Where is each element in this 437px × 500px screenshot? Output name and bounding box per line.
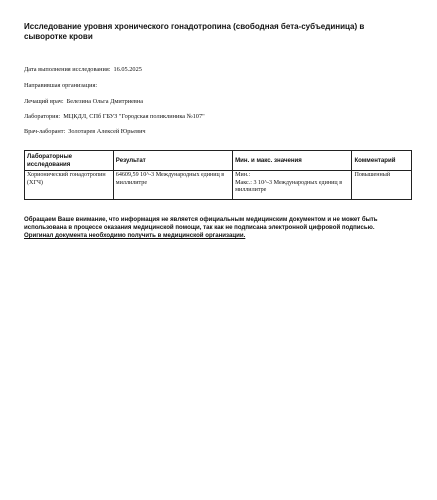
cell-result: 64609,59 10^-3 Международных единиц в миллилитре xyxy=(113,171,232,200)
header-result: Результат xyxy=(113,151,232,171)
table-row xyxy=(25,171,412,200)
header-comment: Комментарий xyxy=(352,151,412,171)
cell-comment: Повышенный xyxy=(352,171,412,200)
study-date-value: 16.05.2025 xyxy=(113,66,142,73)
results-table-header-row xyxy=(25,151,412,171)
laboratory-label: Лаборатория: xyxy=(24,113,61,120)
laboratory-value: МЦКДЛ, СПб ГБУЗ "Городская поликлиника №107" xyxy=(63,113,205,120)
cell-range-max: Макс.: 3 10^-3 Международных единиц в миллилитре xyxy=(235,179,343,193)
laboratory-line xyxy=(24,113,205,121)
header-study: Лабораторные исследования xyxy=(25,151,114,171)
lab-doctor-label: Врач-лаборант: xyxy=(24,128,66,135)
attending-doctor-label: Лечащий врач: xyxy=(24,98,64,105)
cell-range xyxy=(233,171,352,200)
original-document-link[interactable]: Оригинал документа необходимо получить в медицинской организации. xyxy=(24,232,246,239)
study-date-line xyxy=(24,66,142,74)
attending-doctor-value: Белезина Ольга Дмитриевна xyxy=(66,98,144,105)
disclaimer-notice xyxy=(24,216,414,240)
report-title: Исследование уровня хронического гонадотропина (свободная бета-субъединица) в сыворотке крови xyxy=(24,22,365,41)
results-table xyxy=(24,150,412,200)
cell-range-min: Мин.: xyxy=(235,172,251,178)
study-date-label: Дата выполнения исследования: xyxy=(24,66,111,73)
lab-doctor-line xyxy=(24,128,146,136)
lab-doctor-value: Золотарев Алексей Юрьевич xyxy=(68,128,146,135)
referring-org-line xyxy=(24,82,100,90)
referring-org-label: Направившая организация: xyxy=(24,82,98,89)
disclaimer-text: Обращаем Ваше внимание, что информация не является официальным медицинским документом и не может быть использована в процессе оказания медицинской помощи, так как не подписана электронной цифровой подписью. xyxy=(24,216,378,231)
attending-doctor-line xyxy=(24,98,143,106)
header-range: Мин. и макс. значения xyxy=(233,151,352,171)
cell-study: Хорионический гонадотропин (ХГЧ) xyxy=(25,171,114,200)
